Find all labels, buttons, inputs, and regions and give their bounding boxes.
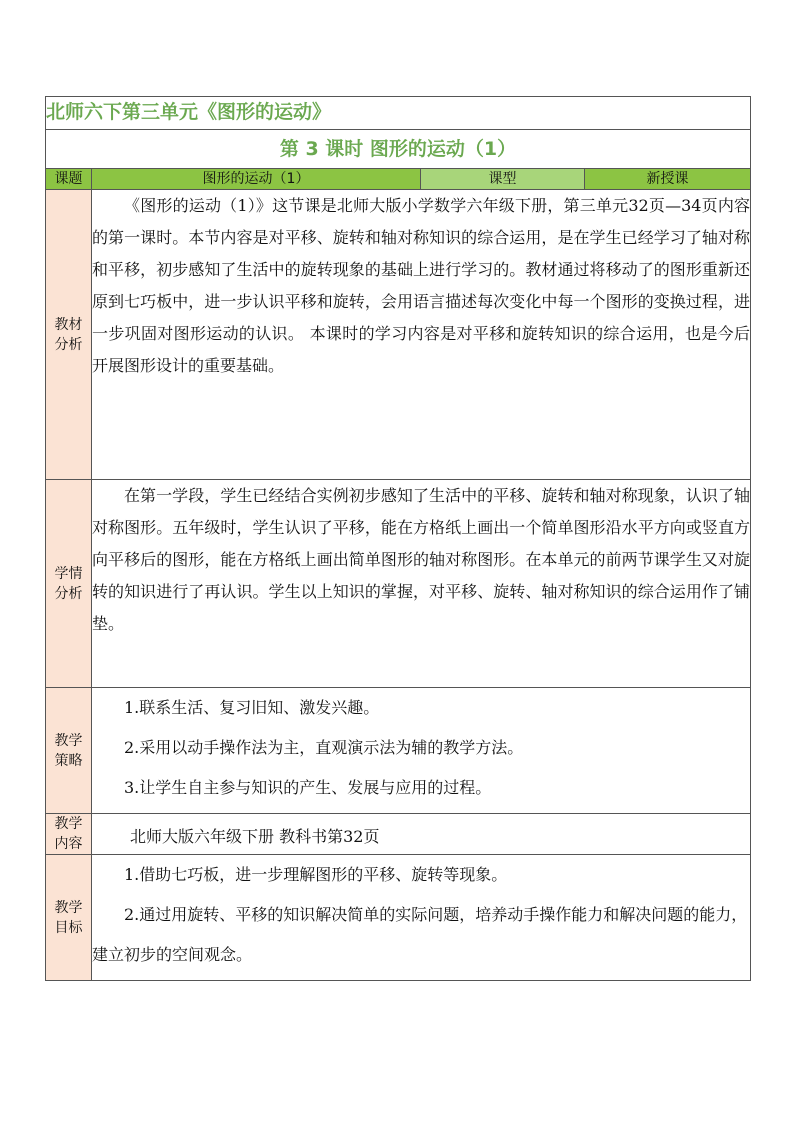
strategy-label: 教学策略 xyxy=(46,688,92,814)
goal-item: 1.借助七巧板，进一步理解图形的平移、旋转等现象。 xyxy=(124,865,508,884)
student-analysis: 在第一学段，学生已经结合实例初步感知了生活中的平移、旋转和轴对称现象，认识了轴对称图形。五年级时，学生认识了平移，能在方格纸上画出一个简单图形沿水平方向或竖直方向平移后的图形，能在方格纸上画出简单图形的轴对称图形。在本单元的前两节课学生又对旋转的知识进行了再认识。学生以上知识的掌握，对平移、旋转、轴对称知识的综合运用作了铺垫。 xyxy=(92,480,751,688)
material-label: 教材分析 xyxy=(46,190,92,480)
content-label: 教学内容 xyxy=(46,814,92,855)
strategy-item: 1.联系生活、复习旧知、激发兴趣。 xyxy=(124,698,380,717)
topic-label: 课题 xyxy=(46,169,92,190)
unit-title: 北师六下第三单元《图形的运动》 xyxy=(46,97,751,130)
lesson-plan-table xyxy=(45,96,751,981)
goal-item: 2.通过用旋转、平移的知识解决简单的实际问题，培养动手操作能力和解决问题的能力，建立初步的空间观念。 xyxy=(92,905,748,964)
topic-value: 图形的运动（1） xyxy=(92,169,421,190)
lesson-title: 第 3 课时 图形的运动（1） xyxy=(46,130,751,169)
material-analysis: 《图形的运动（1）》这节课是北师大版小学数学六年级下册，第三单元32页—34页内容的第一课时。本节内容是对平移、旋转和轴对称知识的综合运用，是在学生已经学习了轴对称和平移，初步感知了生活中的旋转现象的基础上进行学习的。教材通过将移动了的图形重新还原到七巧板中，进一步认识平移和旋转，会用语言描述每次变化中每一个图形的变换过程，进一步巩固对图形运动的认识。 本课时的学习内容是对平移和旋转知识的综合运用，也是今后开展图形设计的重要基础。 xyxy=(92,190,751,480)
type-label: 课型 xyxy=(421,169,585,190)
content-row xyxy=(46,814,751,855)
strategy-item: 3.让学生自主参与知识的产生、发展与应用的过程。 xyxy=(124,778,492,797)
strategy-item: 2.采用以动手操作法为主，直观演示法为辅的教学方法。 xyxy=(124,738,524,757)
type-value: 新授课 xyxy=(585,169,751,190)
material-row xyxy=(46,190,751,480)
teaching-goals xyxy=(92,855,751,981)
info-row xyxy=(46,169,751,190)
goals-row xyxy=(46,855,751,981)
teaching-content: 北师大版六年级下册 教科书第32页 xyxy=(92,814,751,855)
teaching-strategy xyxy=(92,688,751,814)
strategy-row xyxy=(46,688,751,814)
students-label: 学情分析 xyxy=(46,480,92,688)
goals-label: 教学目标 xyxy=(46,855,92,981)
students-row xyxy=(46,480,751,688)
